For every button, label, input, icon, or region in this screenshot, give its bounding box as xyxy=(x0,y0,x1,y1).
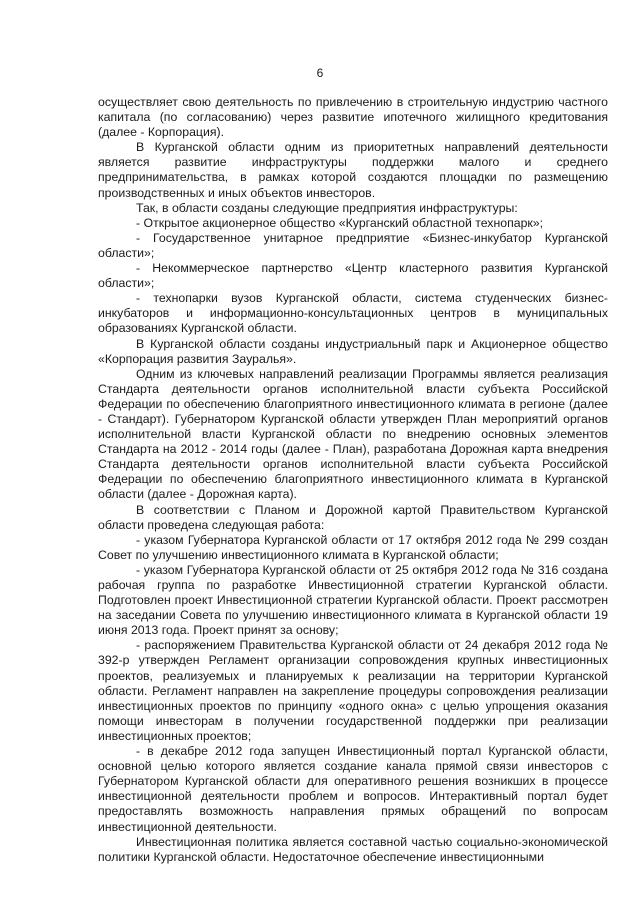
paragraph: В Курганской области одним из приоритетных направлений деятельности является развитие инфраструктуры поддержки малого и среднего предпринимательства, в рамках которой создаются площадки по размещению производственных и иных объектов инвесторов. xyxy=(98,140,608,200)
paragraph: - Открытое акционерное общество «Курганский областной технопарк»; xyxy=(136,215,544,230)
paragraph: - Государственное унитарное предприятие «Бизнес-инкубатор Курганской области»; xyxy=(98,230,608,260)
paragraph: Инвестиционная политика является составной частью социально-экономической политики Курганской области. Недостаточное обеспечение инвестиционными xyxy=(98,834,608,864)
paragraph: осуществляет свою деятельность по привлечению в строительную индустрию частного капитала (по согласованию) через развитие ипотечного жилищного кредитования (далее - Корпорация). xyxy=(98,95,608,140)
paragraph: В соответствии с Планом и Дорожной картой Правительством Курганской области проведена следующая работа: xyxy=(98,502,608,532)
paragraph: - указом Губернатора Курганской области от 17 октября 2012 года № 299 создан Совет по улучшению инвестиционного климата в Курганской области; xyxy=(98,532,608,562)
body-text xyxy=(98,95,608,865)
page-number: 6 xyxy=(316,66,324,80)
paragraph: - технопарки вузов Курганской области, система студенческих бизнес-инкубаторов и информационно-консультационных центров в муниципальных образованиях Курганской области. xyxy=(98,291,608,336)
paragraph: - в декабре 2012 года запущен Инвестиционный портал Курганской области, основной целью которого является создание канала прямой связи инвесторов с Губернатором Курганской области для оперативного решения возникших в процессе инвестиционной деятельности проблем и вопросов. Интерактивный портал будет предоставлять возможность направления прямых обращений по вопросам инвестиционной деятельности. xyxy=(98,744,608,834)
paragraph: В Курганской области созданы индустриальный парк и Акционерное общество «Корпорация развития Зауралья». xyxy=(98,336,608,366)
paragraph: Так, в области созданы следующие предприятия инфраструктуры: xyxy=(136,200,518,215)
paragraph: - Некоммерческое партнерство «Центр кластерного развития Курганской области»; xyxy=(98,261,608,291)
paragraph: - распоряжением Правительства Курганской области от 24 декабря 2012 года № 392-р утвержден Регламент организации сопровождения крупных инвестиционных проектов, реализуемых и планируемых к реализации на территории Курганской области. Регламент направлен на закрепление процедуры сопровождения реализации инвестиционных проектов по принципу «одного окна» с целью упрощения оказания помощи инвесторам в получении государственной поддержки при реализации инвестиционных проектов; xyxy=(98,638,608,743)
paragraph: - указом Губернатора Курганской области от 25 октября 2012 года № 316 создана рабочая группа по разработке Инвестиционной стратегии Курганской области. Подготовлен проект Инвестиционной стратегии Курганской области. Проект рассмотрен на заседании Совета по улучшению инвестиционного климата в Курганской области 19 июня 2013 года. Проект принят за основу; xyxy=(98,562,608,638)
paragraph: Одним из ключевых направлений реализации Программы является реализация Стандарта деятельности органов исполнительной власти субъекта Российской Федерации по обеспечению благоприятного инвестиционного климата в регионе (далее - Стандарт). Губернатором Курганской области утвержден План мероприятий органов исполнительной власти Курганской области по внедрению основных элементов Стандарта на 2012 - 2014 годы (далее - План), разработана Дорожная карта внедрения Стандарта деятельности органов исполнительной власти субъекта Российской Федерации по обеспечению благоприятного инвестиционного климата в Курганской области (далее - Дорожная карта). xyxy=(98,366,608,502)
